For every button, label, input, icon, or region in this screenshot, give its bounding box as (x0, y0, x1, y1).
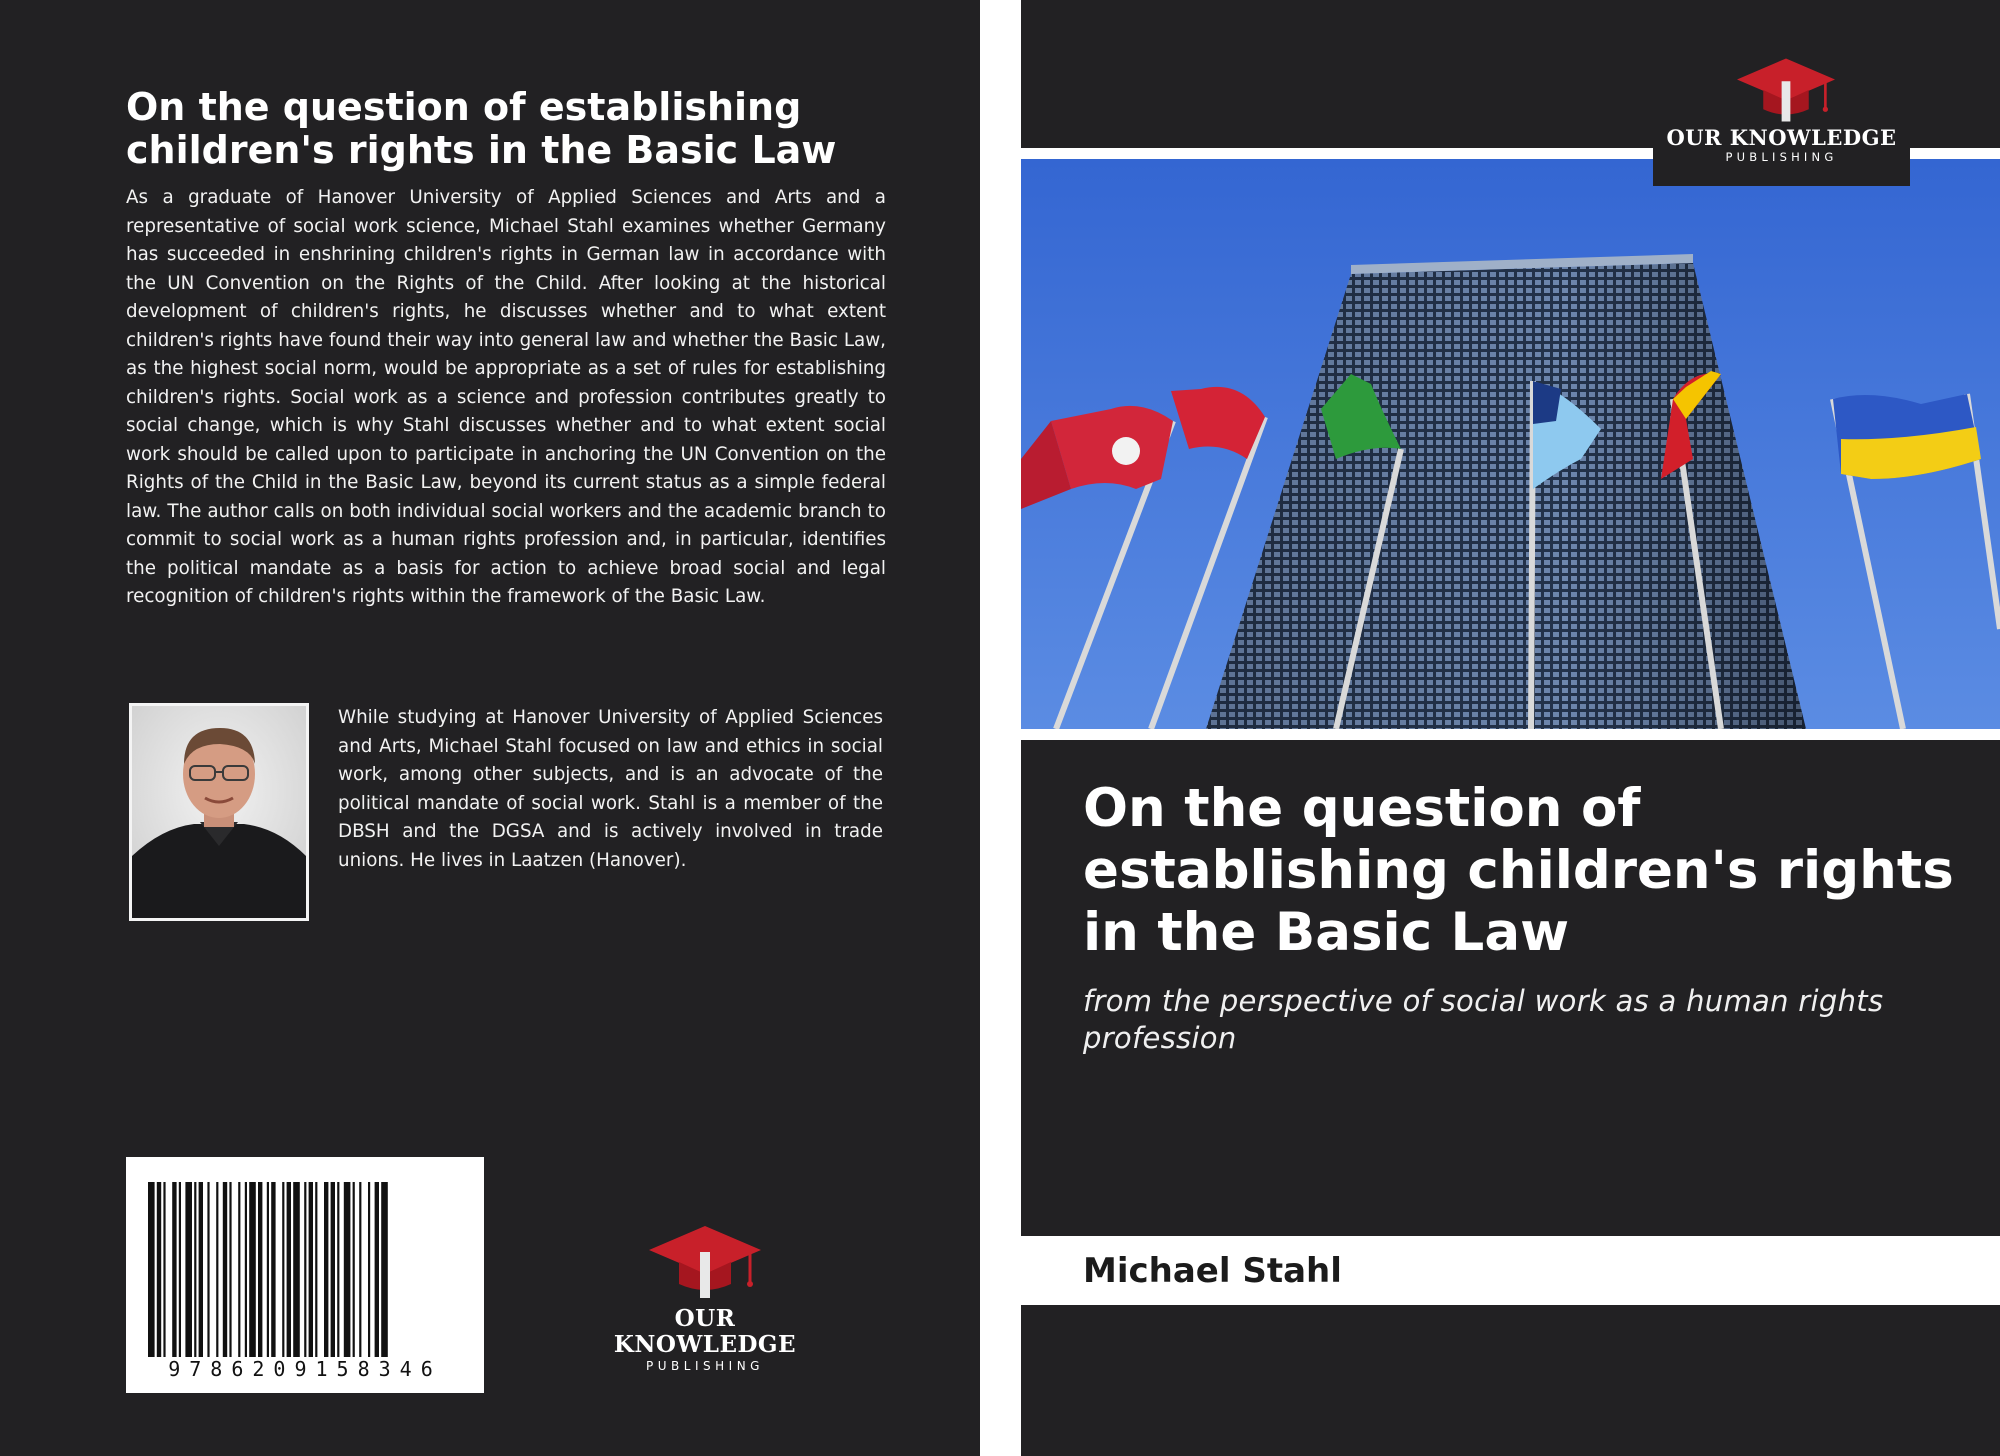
author-band (1021, 1236, 2000, 1305)
un-building-flags-icon (1021, 159, 2000, 729)
back-cover-blurb: As a graduate of Hanover University of Applied Sciences and Arts and a representative of social work science, Michael Stahl examines whether Germany has succeeded in enshrining children's rights in German law in accordance with the UN Convention on the Rights of the Child. After looking at the historical development of children's rights, he discusses whether and to what extent children's rights have found their way into general law and whether the Basic Law, as the highest social norm, would be appropriate as a set of rules for establishing children's rights. Social work as a science and profession contributes greatly to social change, which is why Stahl discusses whether and to what extent social work should be called upon to participate in anchoring the UN Convention on the Rights of the Child in the Basic Law, beyond its current status as a simple federal law. The author calls on both individual social workers and the academic branch to commit to social work as a human rights profession and, in particular, identifies the political mandate as a basis for action to achieve broad social and legal recognition of children's rights within the framework of the Basic Law. (126, 187, 886, 607)
publisher-sub: PUBLISHING (1725, 150, 1838, 164)
back-cover-title: On the question of establishing children's rights in the Basic Law (126, 85, 837, 172)
publisher-logo-back (585, 1222, 825, 1374)
front-cover (1021, 0, 2000, 1456)
isbn-digits: 9786209158346 (168, 1357, 442, 1381)
front-cover-subtitle: from the perspective of social work as a human rights profession (1083, 984, 1884, 1055)
publisher-name: OUR KNOWLEDGE (613, 1305, 797, 1358)
author-name: Michael Stahl (1083, 1251, 1342, 1291)
mortarboard-icon (1731, 55, 1841, 125)
back-cover (0, 0, 980, 1456)
mortarboard-icon (645, 1222, 765, 1302)
publisher-logo-front (1653, 126, 1910, 165)
cover-photo (1021, 159, 2000, 729)
divider (1021, 729, 2000, 740)
author-portrait-icon (132, 706, 306, 918)
author-bio: While studying at Hanover University of Applied Sciences and Arts, Michael Stahl focused on law and ethics in social work, among other subjects, and is an advocate of the political mandate of social work. Stahl is a member of the DBSH and the DGSA and is actively involved in trade unions. He lives in Laatzen (Hanover). (338, 707, 883, 871)
publisher-sub: PUBLISHING (646, 1359, 764, 1373)
author-photo (129, 703, 309, 921)
isbn-barcode (126, 1157, 484, 1393)
publisher-name: OUR KNOWLEDGE (1666, 125, 1897, 150)
front-cover-title: On the question of establishing children's rights in the Basic Law (1083, 778, 1954, 963)
